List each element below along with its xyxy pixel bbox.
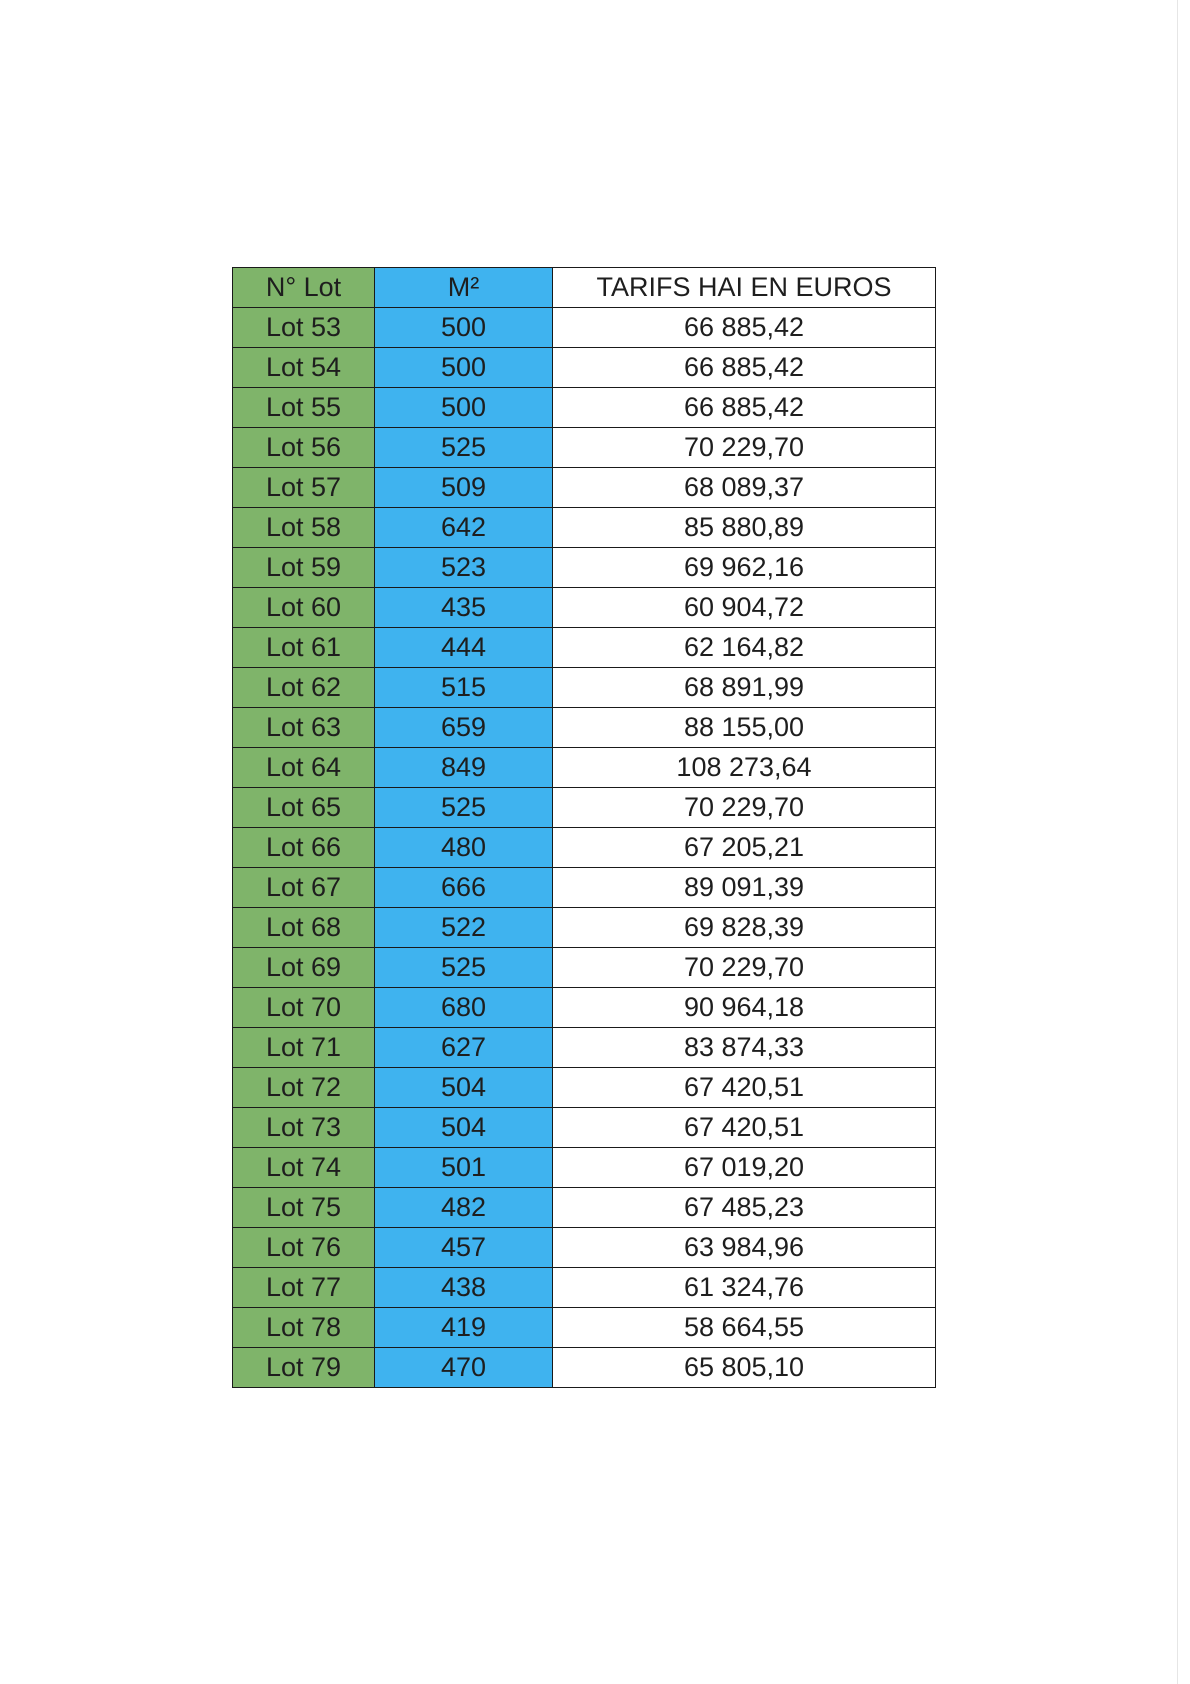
cell-area: 666 <box>375 868 553 908</box>
cell-price: 83 874,33 <box>553 1028 936 1068</box>
cell-area: 480 <box>375 828 553 868</box>
cell-price: 69 828,39 <box>553 908 936 948</box>
cell-price: 65 805,10 <box>553 1348 936 1388</box>
cell-lot-number: Lot 55 <box>233 388 375 428</box>
cell-area: 849 <box>375 748 553 788</box>
table-row <box>233 788 936 828</box>
cell-lot-number: Lot 59 <box>233 548 375 588</box>
cell-area: 680 <box>375 988 553 1028</box>
cell-price: 85 880,89 <box>553 508 936 548</box>
cell-lot-number: Lot 53 <box>233 308 375 348</box>
cell-lot-number: Lot 67 <box>233 868 375 908</box>
cell-lot-number: Lot 69 <box>233 948 375 988</box>
cell-area: 659 <box>375 708 553 748</box>
cell-price: 69 962,16 <box>553 548 936 588</box>
cell-area: 501 <box>375 1148 553 1188</box>
table-row <box>233 1188 936 1228</box>
table-row <box>233 348 936 388</box>
cell-lot-number: Lot 54 <box>233 348 375 388</box>
cell-lot-number: Lot 65 <box>233 788 375 828</box>
header-lot-number: N° Lot <box>233 268 375 308</box>
table-header-row <box>233 268 936 308</box>
cell-price: 66 885,42 <box>553 308 936 348</box>
table-row <box>233 1308 936 1348</box>
cell-area: 504 <box>375 1068 553 1108</box>
table-row <box>233 1348 936 1388</box>
cell-price: 88 155,00 <box>553 708 936 748</box>
cell-price: 66 885,42 <box>553 388 936 428</box>
cell-area: 642 <box>375 508 553 548</box>
cell-lot-number: Lot 79 <box>233 1348 375 1388</box>
cell-lot-number: Lot 78 <box>233 1308 375 1348</box>
cell-price: 63 984,96 <box>553 1228 936 1268</box>
cell-lot-number: Lot 56 <box>233 428 375 468</box>
cell-lot-number: Lot 63 <box>233 708 375 748</box>
cell-area: 627 <box>375 1028 553 1068</box>
cell-price: 67 485,23 <box>553 1188 936 1228</box>
cell-price: 68 089,37 <box>553 468 936 508</box>
table-row <box>233 828 936 868</box>
cell-lot-number: Lot 66 <box>233 828 375 868</box>
cell-area: 525 <box>375 948 553 988</box>
cell-price: 108 273,64 <box>553 748 936 788</box>
cell-lot-number: Lot 74 <box>233 1148 375 1188</box>
cell-area: 515 <box>375 668 553 708</box>
cell-lot-number: Lot 77 <box>233 1268 375 1308</box>
cell-area: 522 <box>375 908 553 948</box>
cell-price: 70 229,70 <box>553 788 936 828</box>
table-body <box>233 308 936 1388</box>
cell-price: 58 664,55 <box>553 1308 936 1348</box>
page-edge-line <box>1177 0 1178 1684</box>
table-row <box>233 1148 936 1188</box>
cell-price: 67 205,21 <box>553 828 936 868</box>
cell-area: 482 <box>375 1188 553 1228</box>
cell-lot-number: Lot 73 <box>233 1108 375 1148</box>
table-row <box>233 1228 936 1268</box>
cell-area: 438 <box>375 1268 553 1308</box>
table-row <box>233 468 936 508</box>
cell-area: 500 <box>375 388 553 428</box>
cell-area: 500 <box>375 308 553 348</box>
table-row <box>233 988 936 1028</box>
cell-lot-number: Lot 61 <box>233 628 375 668</box>
cell-price: 60 904,72 <box>553 588 936 628</box>
table-row <box>233 908 936 948</box>
table-row <box>233 428 936 468</box>
header-area: M² <box>375 268 553 308</box>
cell-price: 67 420,51 <box>553 1068 936 1108</box>
table-row <box>233 1028 936 1068</box>
cell-price: 89 091,39 <box>553 868 936 908</box>
table-row <box>233 1268 936 1308</box>
table-row <box>233 868 936 908</box>
cell-lot-number: Lot 62 <box>233 668 375 708</box>
table-row <box>233 748 936 788</box>
cell-price: 62 164,82 <box>553 628 936 668</box>
cell-price: 67 420,51 <box>553 1108 936 1148</box>
cell-price: 70 229,70 <box>553 948 936 988</box>
cell-area: 509 <box>375 468 553 508</box>
cell-lot-number: Lot 71 <box>233 1028 375 1068</box>
table-row <box>233 948 936 988</box>
cell-area: 525 <box>375 428 553 468</box>
table-row <box>233 308 936 348</box>
table-row <box>233 1108 936 1148</box>
cell-lot-number: Lot 72 <box>233 1068 375 1108</box>
cell-area: 504 <box>375 1108 553 1148</box>
cell-area: 500 <box>375 348 553 388</box>
header-price: TARIFS HAI EN EUROS <box>553 268 936 308</box>
table-row <box>233 388 936 428</box>
cell-lot-number: Lot 58 <box>233 508 375 548</box>
cell-price: 70 229,70 <box>553 428 936 468</box>
table-row <box>233 588 936 628</box>
cell-lot-number: Lot 76 <box>233 1228 375 1268</box>
table-row <box>233 708 936 748</box>
cell-area: 444 <box>375 628 553 668</box>
cell-area: 523 <box>375 548 553 588</box>
table-row <box>233 1068 936 1108</box>
cell-area: 419 <box>375 1308 553 1348</box>
cell-price: 67 019,20 <box>553 1148 936 1188</box>
cell-area: 470 <box>375 1348 553 1388</box>
cell-price: 66 885,42 <box>553 348 936 388</box>
cell-lot-number: Lot 60 <box>233 588 375 628</box>
cell-lot-number: Lot 57 <box>233 468 375 508</box>
cell-area: 457 <box>375 1228 553 1268</box>
cell-lot-number: Lot 70 <box>233 988 375 1028</box>
lot-price-table <box>232 267 936 1388</box>
cell-lot-number: Lot 64 <box>233 748 375 788</box>
cell-lot-number: Lot 75 <box>233 1188 375 1228</box>
cell-area: 525 <box>375 788 553 828</box>
cell-price: 68 891,99 <box>553 668 936 708</box>
cell-area: 435 <box>375 588 553 628</box>
cell-price: 90 964,18 <box>553 988 936 1028</box>
cell-lot-number: Lot 68 <box>233 908 375 948</box>
table-row <box>233 548 936 588</box>
cell-price: 61 324,76 <box>553 1268 936 1308</box>
table-row <box>233 628 936 668</box>
table-row <box>233 508 936 548</box>
table-row <box>233 668 936 708</box>
